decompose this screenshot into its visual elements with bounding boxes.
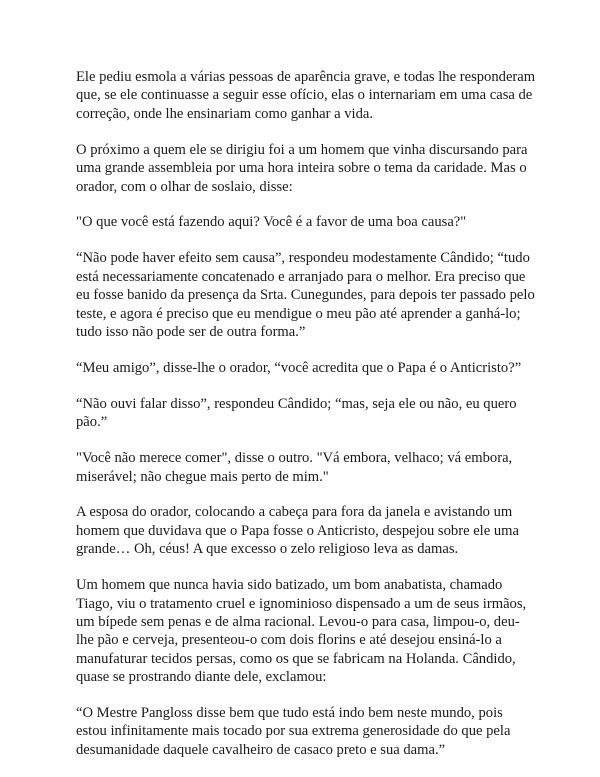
paragraph: O próximo a quem ele se dirigiu foi a um homem que vinha discursando para uma grande assembleia por uma hora inteira sobre o tema da caridade. Mas o orador, com o olhar de soslaio, disse: — [76, 141, 528, 195]
paragraph: “Meu amigo”, disse-lhe o orador, “você acredita que o Papa é o Anticristo?” — [76, 359, 522, 376]
document-page — [76, 68, 536, 777]
paragraph: A esposa do orador, colocando a cabeça para fora da janela e avistando um homem que duvidava que o Papa fosse o Anticristo, despejou sobre ele uma grande… Oh, céus! A que excesso o zelo religioso leva as damas. — [76, 504, 519, 558]
paragraph: "Você não merece comer", disse o outro. "Vá embora, velhaco; vá embora, miserável; não chegue mais perto de mim." — [76, 450, 513, 485]
paragraph: “Não ouvi falar disso”, respondeu Cândido; “mas, seja ele ou não, eu quero pão.” — [76, 395, 517, 431]
paragraph: Ele pediu esmola a várias pessoas de aparência grave, e todas lhe responderam que, se ele continuasse a seguir esse ofício, elas o internariam em uma casa de correção, onde lhe ensinariam como ganhar a vida. — [76, 69, 536, 122]
paragraph: Um homem que nunca havia sido batizado, um bom anabatista, chamado Tiago, viu o tratamento cruel e ignominioso dispensado a um de seus irmãos, um bípede sem penas e de alma racional. Levou-o para casa, limpou-o, deu-lhe pão e cerveja, presenteou-o com dois florins e até desejou ensiná-lo a manufaturar tecidos persas, como os que se fabricam na Holanda. Cândido, quase se prostrando diante dele, exclamou: — [76, 577, 527, 686]
paragraph: “Não pode haver efeito sem causa”, respondeu modestamente Cândido; “tudo está necessariamente concatenado e arranjado para o melhor. Era preciso que eu fosse banido da presença da Srta. Cunegundes, para depois ter passado pelo teste, e agora é preciso que eu mendigue o meu pão até aprender a ganhá-lo; tudo isso não pode ser de outra forma.” — [76, 250, 535, 340]
paragraph: "O que você está fazendo aqui? Você é a favor de uma boa causa?" — [76, 214, 467, 231]
paragraph: “O Mestre Pangloss disse bem que tudo está indo bem neste mundo, pois estou infinitamente mais tocado por sua extrema generosidade do que pela desumanidade daquele cavalheiro de casaco preto e sua dama.” — [76, 705, 511, 758]
